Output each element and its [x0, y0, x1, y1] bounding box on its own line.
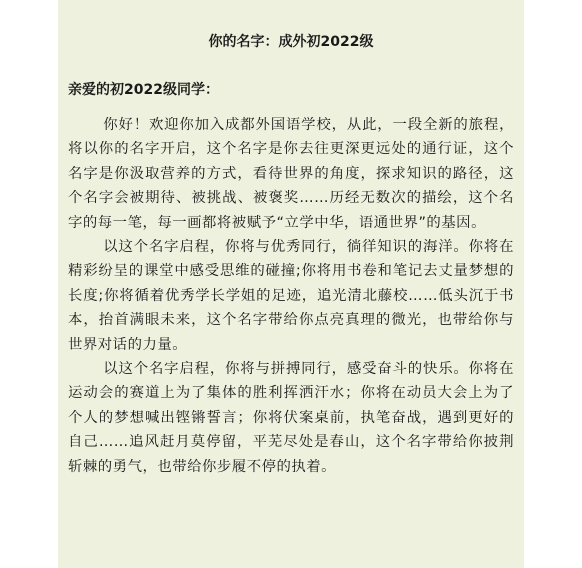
article-title: 你的名字：成外初2022级: [208, 34, 374, 50]
article-panel: [58, 0, 524, 568]
paragraph-excellence: 以这个名字启程，你将与优秀同行，徜徉知识的海洋。你将在精彩纷呈的课堂中感受思维的碰撞;你将用书卷和笔记去丈量梦想的长度;你将循着优秀学长学姐的足迹，追光清北藤校……低头沉于书本，抬首满眼未来，这个名字带给你点亮真理的微光，也带给你与世界对话的力量。: [68, 239, 514, 353]
article-body: [68, 113, 514, 479]
paragraph-striving: 以这个名字启程，你将与拼搏同行，感受奋斗的快乐。你将在运动会的赛道上为了集体的胜利挥洒汗水；你将在动员大会上为了个人的梦想喊出铿锵誓言；你将伏案桌前，执笔奋战，遇到更好的自己……追风赶月莫停留，平芜尽处是春山，这个名字带给你披荆斩棘的勇气，也带给你步履不停的执着。: [68, 361, 514, 475]
greeting-line: 亲爱的初2022级同学：: [68, 82, 219, 98]
paragraph-welcome: 你好！欢迎你加入成都外国语学校，从此，一段全新的旅程，将以你的名字开启，这个名字是你去往更深更远处的通行证，这个名字是你汲取营养的方式，看待世界的角度，探求知识的路径，这个名字会被期待、被挑战、被褒奖……历经无数次的描绘，这个名字的每一笔，每一画都将被赋予“立学中华，语通世界”的基因。: [68, 117, 514, 231]
